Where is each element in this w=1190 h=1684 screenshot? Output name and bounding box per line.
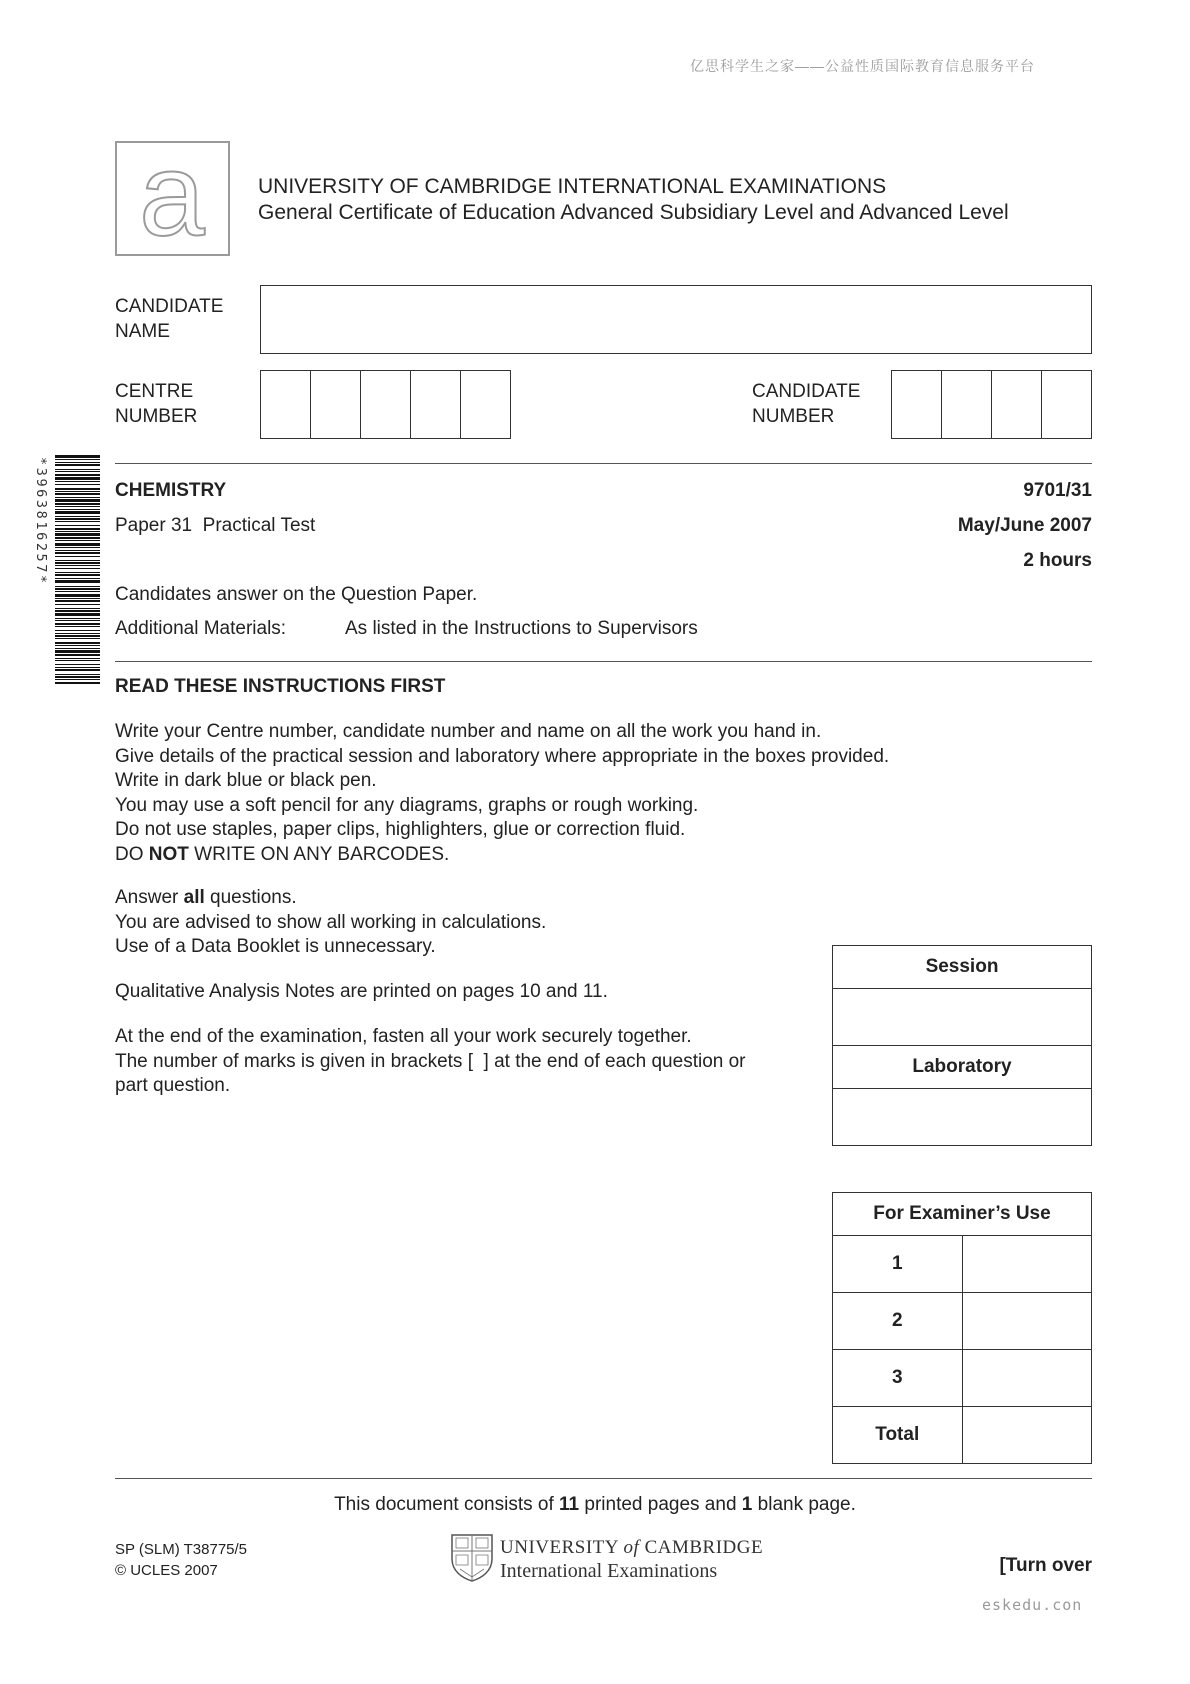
barcode-bar — [55, 550, 100, 551]
barcode-bar — [55, 669, 100, 671]
crest-icon — [450, 1533, 494, 1583]
board-logo — [115, 129, 230, 261]
session-label: Session — [833, 946, 1092, 989]
centre-digit-box[interactable] — [361, 371, 411, 438]
answer-all-line: Answer all questions. — [115, 887, 297, 908]
table-row — [833, 1407, 1092, 1464]
barcode-bar — [55, 552, 100, 554]
barcode-bar — [55, 560, 100, 561]
barcode-warning: DO NOT WRITE ON ANY BARCODES. — [115, 843, 450, 865]
barcode-bar — [55, 679, 100, 680]
copyright: © UCLES 2007 — [115, 1562, 218, 1579]
instruction-line: You may use a soft pencil for any diagrams, graphs or rough working. — [115, 794, 699, 816]
laboratory-field[interactable] — [833, 1089, 1092, 1146]
centre-digit-box[interactable] — [461, 371, 510, 438]
barcode-bar — [55, 650, 100, 653]
barcode-bar — [55, 572, 100, 573]
centre-digit-box[interactable] — [261, 371, 311, 438]
barcode-bar — [55, 506, 100, 507]
table-row — [833, 1236, 1092, 1293]
session-laboratory-box — [832, 945, 1092, 1146]
candidate-digit-box[interactable] — [942, 371, 992, 438]
barcode-bar — [55, 525, 100, 526]
barcode-bar — [55, 635, 100, 637]
barcode-bar — [55, 481, 100, 482]
materials-value: As listed in the Instructions to Supervisors — [345, 618, 698, 639]
turn-over: [Turn over — [999, 1555, 1092, 1576]
exam-session: May/June 2007 — [957, 515, 1092, 536]
barcode-bar — [55, 676, 100, 678]
instruction-line: Write your Centre number, candidate number and name on all the work you hand in. — [115, 721, 822, 742]
instruction-line: Do not use staples, paper clips, highlighters, glue or correction fluid. — [115, 819, 686, 840]
watermark-text-top: 亿思科学生之家——公益性质国际教育信息服务平台 — [690, 58, 1035, 74]
instruction-line: At the end of the examination, fasten all your work securely together. — [115, 1026, 692, 1047]
barcode-bar — [55, 604, 100, 605]
materials-label: Additional Materials: — [115, 618, 287, 639]
document-reference: SP (SLM) T38775/5 — [115, 1541, 248, 1558]
barcode-bar — [55, 518, 100, 520]
instructions-block-2 — [115, 886, 815, 960]
barcode-bar — [55, 469, 100, 470]
barcode-bar — [55, 474, 100, 476]
candidate-digit-box[interactable] — [892, 371, 942, 438]
barcode-bar — [55, 645, 100, 646]
qualification-name: General Certificate of Education Advanced Subsidiary Level and Advanced Level — [258, 201, 1009, 224]
total-label: Total — [833, 1407, 963, 1464]
mark-field[interactable] — [962, 1350, 1092, 1407]
question-number: 1 — [833, 1236, 963, 1293]
instructions-heading: READ THESE INSTRUCTIONS FIRST — [115, 676, 446, 697]
barcode-bar — [55, 547, 100, 548]
table-row — [833, 1293, 1092, 1350]
subject-name: CHEMISTRY — [115, 480, 227, 501]
barcode-bar — [55, 533, 100, 536]
barcode-bar — [55, 578, 100, 579]
barcode-bar — [55, 660, 100, 661]
barcode-number-text: *3963816257* — [33, 457, 49, 586]
instructions-block-1 — [115, 720, 975, 867]
barcode-bar — [55, 682, 100, 684]
barcode-bar — [55, 499, 100, 502]
barcode-bar — [55, 608, 100, 609]
barcode-bar — [55, 610, 100, 612]
barcode-bar — [55, 503, 100, 505]
barcode-bar — [55, 591, 100, 592]
barcode-bar — [55, 667, 100, 668]
barcode-bar — [55, 658, 100, 659]
barcode-bar — [55, 630, 100, 631]
barcode-bar — [55, 462, 100, 463]
barcode-bar — [55, 497, 100, 498]
barcode-bar — [55, 493, 100, 495]
session-field[interactable] — [833, 989, 1092, 1046]
question-number: 3 — [833, 1350, 963, 1407]
barcode-bar — [55, 562, 100, 564]
mark-field[interactable] — [962, 1236, 1092, 1293]
barcode-bar — [55, 626, 100, 627]
board-name: UNIVERSITY OF CAMBRIDGE INTERNATIONAL EXAMINATIONS — [258, 175, 887, 198]
barcode-bar — [55, 471, 100, 472]
barcode-bar — [55, 648, 100, 649]
instruction-line: Use of a Data Booklet is unnecessary. — [115, 936, 436, 957]
mark-field[interactable] — [962, 1293, 1092, 1350]
cambridge-logo-line1: UNIVERSITY of CAMBRIDGE — [500, 1537, 764, 1558]
barcode-bar — [55, 556, 100, 557]
divider — [115, 463, 1092, 464]
barcode-bar — [55, 674, 100, 675]
instruction-line: part question. — [115, 1075, 231, 1096]
instruction-line: The number of marks is given in brackets [ ] at the end of each question or — [115, 1050, 746, 1072]
question-number: 2 — [833, 1293, 963, 1350]
barcode-bar — [55, 565, 100, 566]
paper-name: Paper 31 Practical Test — [115, 515, 316, 536]
exam-duration: 2 hours — [1023, 550, 1092, 571]
examiner-use-table — [832, 1192, 1092, 1464]
footer-reference — [115, 1539, 247, 1581]
barcode-bar — [55, 511, 100, 514]
candidate-digit-box[interactable] — [992, 371, 1042, 438]
laboratory-label: Laboratory — [833, 1046, 1092, 1089]
barcode-number — [34, 455, 48, 685]
barcode-bar — [55, 642, 100, 644]
cambridge-logo-line2: International Examinations — [500, 1560, 718, 1582]
barcode-bar — [55, 654, 100, 656]
barcode-bar — [55, 516, 100, 517]
barcode-bar — [55, 528, 100, 530]
barcode-bar — [55, 633, 100, 634]
examiner-use-title: For Examiner’s Use — [833, 1193, 1092, 1236]
barcode-bar — [55, 455, 100, 458]
barcode-bar — [55, 488, 100, 490]
barcode-bar — [55, 613, 100, 616]
total-field[interactable] — [962, 1407, 1092, 1464]
instruction-line: You are advised to show all working in calculations. — [115, 911, 547, 933]
barcode — [55, 455, 100, 685]
centre-digit-box[interactable] — [411, 371, 461, 438]
barcode-bar — [55, 594, 100, 597]
barcode-bar — [55, 600, 100, 602]
barcode-bar — [55, 537, 100, 539]
instructions-block-3 — [115, 1025, 835, 1099]
candidate-number-field[interactable] — [891, 370, 1092, 439]
barcode-bar — [55, 664, 100, 665]
barcode-bar — [55, 464, 100, 466]
barcode-bar — [55, 521, 100, 522]
barcode-bar — [55, 531, 100, 532]
barcode-bar — [55, 568, 100, 569]
barcode-bar — [55, 509, 100, 510]
instruction-line: Write in dark blue or black pen. — [115, 770, 377, 791]
barcode-bar — [55, 618, 100, 619]
barcode-bar — [55, 598, 100, 599]
barcode-bar — [55, 586, 100, 587]
barcode-bar — [55, 623, 100, 625]
candidate-number-label: CANDIDATE NUMBER — [752, 381, 861, 427]
centre-number-label: CENTRE NUMBER — [115, 381, 198, 427]
page-count-note: This document consists of 11 printed pages and 1 blank page. — [334, 1494, 856, 1515]
centre-number-field[interactable] — [260, 370, 511, 439]
logo-letter: a — [139, 129, 205, 261]
barcode-bar — [55, 459, 100, 460]
divider — [115, 661, 1092, 662]
watermark-text-bottom: eskedu.con — [982, 1596, 1083, 1614]
barcode-bar — [55, 491, 100, 492]
table-row — [833, 1350, 1092, 1407]
centre-digit-box[interactable] — [311, 371, 361, 438]
barcode-bar — [55, 540, 100, 541]
barcode-bar — [55, 620, 100, 621]
barcode-bar — [55, 638, 100, 639]
qualitative-notes-line: Qualitative Analysis Notes are printed on pages 10 and 11. — [115, 981, 608, 1002]
barcode-bar — [55, 484, 100, 485]
instruction-line: Give details of the practical session and laboratory where appropriate in the boxes provided. — [115, 745, 890, 767]
barcode-bar — [55, 574, 100, 576]
candidate-name-label: CANDIDATE NAME — [115, 296, 224, 342]
paper-code: 9701/31 — [1023, 480, 1092, 501]
answer-note: Candidates answer on the Question Paper. — [115, 584, 478, 605]
candidate-digit-box[interactable] — [1042, 371, 1091, 438]
barcode-bar — [55, 580, 100, 583]
barcode-bar — [55, 543, 100, 546]
barcode-bar — [55, 477, 100, 480]
candidate-name-field[interactable] — [260, 285, 1092, 354]
barcode-bar — [55, 588, 100, 590]
divider — [115, 1478, 1092, 1479]
